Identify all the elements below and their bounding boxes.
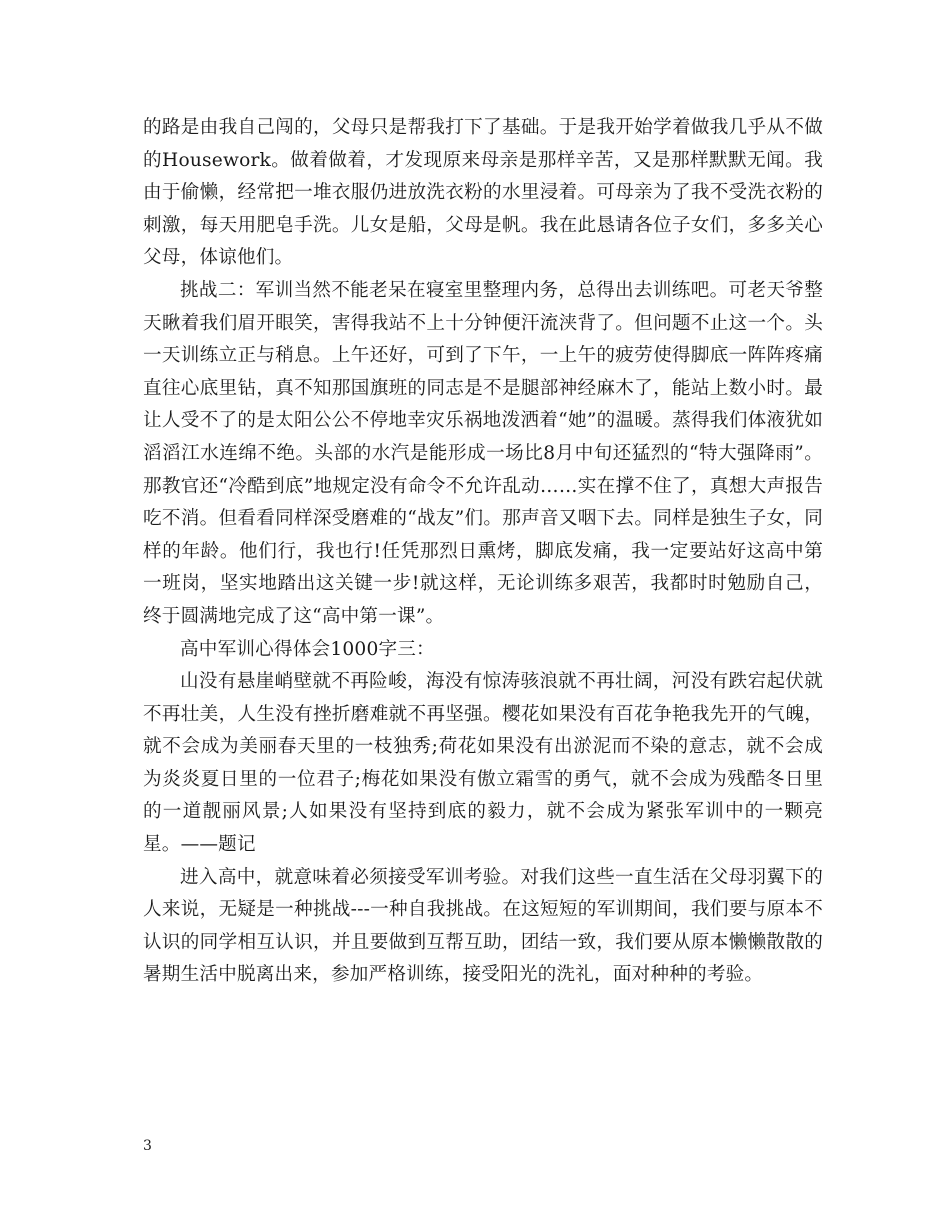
- document-body: [143, 112, 823, 992]
- paragraph-epigraph: 山没有悬崖峭壁就不再险峻，海没有惊涛骇浪就不再壮阔，河没有跌宕起伏就不再壮美，人生没有挫折磨难就不再坚强。樱花如果没有百花争艳我先开的气魄，就不会成为美丽春天里的一枝独秀;荷花如果没有出淤泥而不染的意志，就不会成为炎炎夏日里的一位君子;梅花如果没有傲立霜雪的勇气，就不会成为残酷冬日里的一道靓丽风景;人如果没有坚持到底的毅力，就不会成为紧张军训中的一颗亮星。——题记: [143, 671, 823, 856]
- paragraph-continued: 的路是由我自己闯的，父母只是帮我打下了基础。于是我开始学着做我几乎从不做的Housework。做着做着，才发现原来母亲是那样辛苦，又是那样默默无闻。我由于偷懒，经常把一堆衣服仍进放洗衣粉的水里浸着。可母亲为了我不受洗衣粉的刺激，每天用肥皂手洗。儿女是船，父母是帆。我在此恳请各位子女们，多多关心父母，体谅他们。: [143, 117, 823, 269]
- paragraph-challenge-two: 挑战二：军训当然不能老呆在寝室里整理内务，总得出去训练吧。可老天爷整天瞅着我们眉开眼笑，害得我站不上十分钟便汗流浃背了。但问题不止这一个。头一天训练立正与稍息。上午还好，可到了下午，一上午的疲劳使得脚底一阵阵疼痛直往心底里钻，真不知那国旗班的同志是不是腿部神经麻木了，能站上数小时。最让人受不了的是太阳公公不停地幸灾乐祸地泼洒着“她”的温暖。蒸得我们体液犹如滔滔江水连绵不绝。头部的水汽是能形成一场比8月中旬还猛烈的“特大强降雨”。那教官还“冷酷到底”地规定没有命令不允许乱动……实在撑不住了，真想大声报告吃不消。但看看同样深受磨难的“战友”们。那声音又咽下去。同样是独生子女，同样的年龄。他们行，我也行!任凭那烈日熏烤，脚底发痛，我一定要站好这高中第一班岗，坚实地踏出这关键一步!就这样，无论训练多艰苦，我都时时勉励自己，终于圆满地完成了这“高中第一课”。: [143, 279, 823, 627]
- paragraph-intro: 进入高中，就意味着必须接受军训考验。对我们这些一直生活在父母羽翼下的人来说，无疑是一种挑战---一种自我挑战。在这短短的军训期间，我们要与原本不认识的同学相互认识，并且要做到互帮互助，团结一致，我们要从原本懒懒散散的暑期生活中脱离出来，参加严格训练，接受阳光的洗礼，面对种种的考验。: [143, 866, 823, 986]
- section-heading: 高中军训心得体会1000字三：: [180, 638, 435, 660]
- page-number: 3: [143, 1138, 152, 1154]
